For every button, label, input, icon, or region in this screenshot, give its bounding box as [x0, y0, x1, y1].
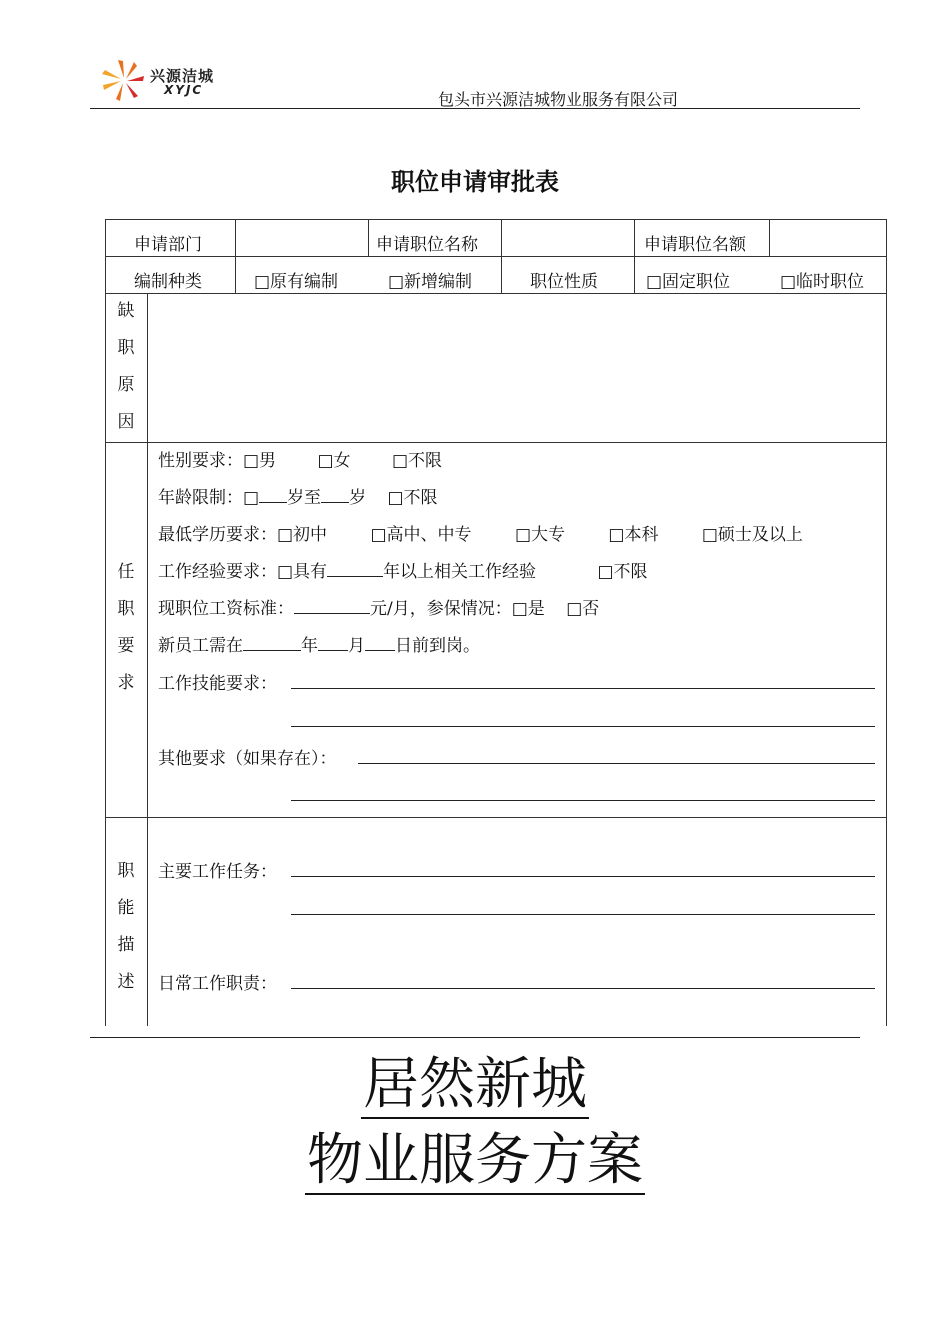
original-staffing-checkbox[interactable]: □原有编制 — [254, 272, 339, 292]
age-any-checkbox[interactable]: □不限 — [387, 488, 438, 508]
salary-field[interactable] — [294, 596, 370, 614]
main-tasks-label: 主要工作任务： — [158, 862, 277, 882]
education-requirement: 最低学历要求：□初中 □高中、中专 □大专 □本科 □硕士及以上 — [158, 525, 803, 545]
gender-male-checkbox[interactable]: □男 — [243, 451, 277, 471]
col-divider — [634, 220, 635, 293]
form-title: 职位申请审批表 — [391, 167, 559, 196]
dept-input[interactable] — [240, 230, 364, 250]
next-page-title-line1: 居然新城 — [363, 1052, 587, 1117]
start-month-field[interactable] — [318, 633, 348, 651]
edu-senior-checkbox[interactable]: □高中、中专 — [370, 525, 472, 545]
start-date: 新员工需在 年 月 日前到岗。 — [158, 631, 480, 656]
dept-label: 申请部门 — [134, 235, 202, 255]
label-col-divider — [147, 293, 148, 1026]
staffing-type-label: 编制种类 — [134, 272, 202, 292]
age-max-field[interactable] — [321, 485, 349, 503]
application-form-table — [105, 219, 887, 1026]
insurance-no-checkbox[interactable]: □否 — [566, 599, 600, 619]
other-line-1[interactable] — [358, 763, 875, 764]
age-min-field[interactable] — [259, 485, 287, 503]
col-divider — [235, 220, 236, 293]
main-tasks-line-1[interactable] — [291, 876, 875, 877]
experience-years-field[interactable] — [327, 559, 383, 577]
company-logo — [98, 58, 238, 104]
vacancy-reason-label: 缺 职 原 因 — [117, 301, 135, 432]
gender-requirement: 性别要求：□男 □女 □不限 — [158, 451, 442, 471]
col-divider — [769, 220, 770, 256]
skills-requirement-label: 工作技能要求： — [158, 674, 277, 694]
experience-requirement: 工作经验要求：□具有 年以上相关工作经验 □不限 — [158, 557, 648, 582]
edu-bachelor-checkbox[interactable]: □本科 — [608, 525, 659, 545]
experience-years-checkbox[interactable]: 工作经验要求：□具有 — [158, 562, 328, 582]
edu-master-checkbox[interactable]: □硕士及以上 — [701, 525, 803, 545]
daily-duties-label: 日常工作职责： — [158, 974, 277, 994]
logo-chinese-text: 兴源洁城 — [150, 67, 215, 85]
daily-duties-line-1[interactable] — [291, 988, 875, 989]
skills-line-2[interactable] — [291, 726, 875, 727]
position-name-input[interactable] — [506, 230, 630, 250]
temporary-position-checkbox[interactable]: □临时职位 — [780, 272, 865, 292]
other-requirement-label: 其他要求（如果存在）： — [158, 749, 337, 769]
new-staffing-checkbox[interactable]: □新增编制 — [388, 272, 473, 292]
gender-any-checkbox[interactable]: □不限 — [391, 451, 442, 471]
other-line-2[interactable] — [291, 800, 875, 801]
insurance-yes-checkbox[interactable]: □是 — [511, 599, 545, 619]
start-year-field[interactable] — [243, 633, 301, 651]
age-requirement: 年龄限制：□ 岁至 岁 □不限 — [158, 483, 438, 508]
logo-english-text: XYJC — [164, 83, 204, 97]
col-divider — [368, 220, 369, 256]
main-tasks-line-2[interactable] — [291, 914, 875, 915]
position-quota-label: 申请职位名额 — [644, 235, 746, 255]
sunburst-logo-icon — [98, 58, 146, 104]
row-divider — [106, 442, 886, 443]
position-quota-input[interactable] — [774, 230, 880, 250]
salary-standard: 现职位工资标准： 元/月，参保情况：□是 □否 — [158, 594, 599, 619]
age-range-checkbox[interactable]: 年龄限制：□ — [158, 488, 260, 508]
page-divider — [90, 1037, 860, 1038]
experience-any-checkbox[interactable]: □不限 — [597, 562, 648, 582]
gender-female-checkbox[interactable]: □女 — [317, 451, 351, 471]
start-day-field[interactable] — [365, 633, 395, 651]
job-requirements-label: 任 职 要 求 — [117, 562, 135, 693]
row-divider — [106, 293, 886, 294]
row-divider — [106, 817, 886, 818]
edu-college-checkbox[interactable]: □大专 — [514, 525, 565, 545]
row-divider — [106, 256, 886, 257]
job-duties-label: 职 能 描 述 — [117, 861, 135, 992]
fixed-position-checkbox[interactable]: □固定职位 — [646, 272, 731, 292]
company-name: 包头市兴源洁城物业服务有限公司 — [438, 90, 679, 109]
edu-junior-checkbox[interactable]: □初中 — [277, 525, 328, 545]
vacancy-reason-input[interactable] — [150, 296, 882, 438]
position-nature-label: 职位性质 — [530, 272, 598, 292]
position-name-label: 申请职位名称 — [376, 235, 478, 255]
next-page-title-line2: 物业服务方案 — [307, 1128, 643, 1193]
skills-line-1[interactable] — [291, 688, 875, 689]
col-divider — [501, 220, 502, 293]
header-divider — [90, 108, 860, 109]
